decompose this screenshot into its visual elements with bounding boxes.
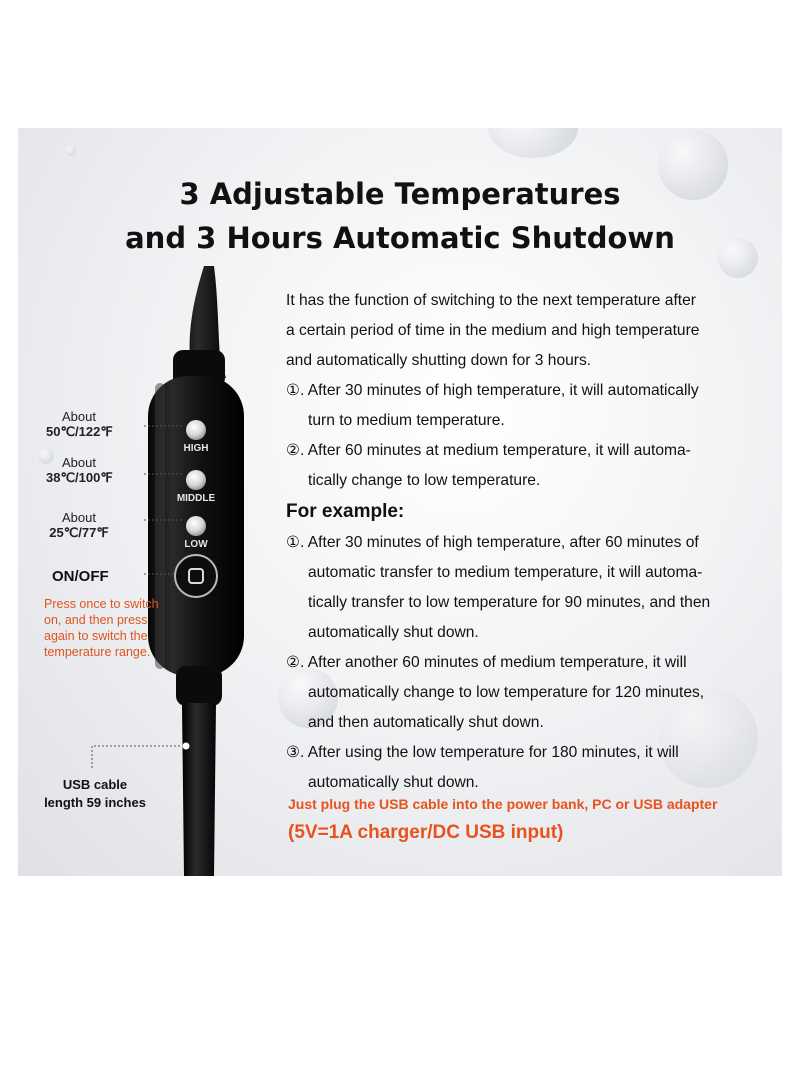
point-1-line: turn to medium temperature.	[308, 412, 505, 429]
example-2-line: automatically change to low temperature for 120 minutes,	[308, 684, 705, 701]
usb-notice-line-2: (5V=1A charger/DC USB input)	[288, 822, 564, 843]
high-temp-value: 50℃/122℉	[46, 424, 113, 439]
intro-line: It has the function of switching to the next temperature after	[286, 292, 696, 309]
description-block	[286, 286, 756, 798]
example-1-line: automatically shut down.	[308, 624, 479, 641]
usb-label-line-2: length 59 inches	[44, 795, 146, 810]
low-temp-value: 25℃/77℉	[49, 525, 109, 540]
point-2-line: tically change to low temperature.	[308, 472, 541, 489]
onoff-note: Press once to switch on, and then press again to switch the temperature range.	[44, 597, 159, 659]
example-1-line: automatic transfer to medium temperature, it will automa-	[308, 564, 703, 581]
cable-bottom	[182, 703, 216, 876]
high-about: About	[62, 409, 96, 424]
product-panel	[18, 128, 782, 876]
middle-about: About	[62, 455, 96, 470]
onoff-label: ON/OFF	[52, 568, 109, 585]
intro-line: and automatically shutting down for 3 hours.	[286, 352, 592, 369]
cable-collar-bottom	[176, 666, 222, 706]
example-2-line: ②. After another 60 minutes of medium temperature, it will	[286, 654, 687, 671]
intro-line: a certain period of time in the medium and high temperature	[286, 322, 700, 339]
example-2-line: and then automatically shut down.	[308, 714, 544, 731]
middle-indicator-light	[186, 470, 206, 490]
power-button	[175, 555, 217, 597]
usb-label-line-1: USB cable	[62, 777, 128, 792]
example-1-line: ①. After 30 minutes of high temperature, after 60 minutes of	[286, 534, 699, 551]
example-1-line: tically transfer to low temperature for 90 minutes, and then	[308, 594, 711, 611]
usb-cable-label	[32, 776, 158, 812]
point-1-line: ①. After 30 minutes of high temperature, it will automatically	[286, 382, 699, 399]
leader-line-usb	[92, 746, 184, 768]
usb-cable-marker	[183, 743, 190, 750]
high-temp-label	[46, 409, 112, 440]
point-2-line: ②. After 60 minutes at medium temperature, it will automa-	[286, 442, 691, 459]
usb-notice-line-1: Just plug the USB cable into the power bank, PC or USB adapter	[288, 796, 718, 812]
high-button-label: HIGH	[183, 443, 209, 454]
middle-temp-value: 38℃/100℉	[46, 470, 113, 485]
example-3-line: automatically shut down.	[308, 774, 479, 791]
low-indicator-light	[186, 516, 206, 536]
title-line-1: 3 Adjustable Temperatures	[179, 177, 621, 211]
low-about: About	[62, 510, 96, 525]
middle-button-label: MIDDLE	[176, 493, 216, 504]
example-3-line: ③. After using the low temperature for 180 minutes, it will	[286, 744, 679, 761]
title-line-2: and 3 Hours Automatic Shutdown	[125, 221, 675, 255]
example-heading: For example:	[286, 501, 405, 522]
middle-temp-label	[46, 455, 112, 486]
low-button-label: LOW	[184, 539, 208, 550]
high-indicator-light	[186, 420, 206, 440]
low-temp-label	[46, 510, 112, 541]
